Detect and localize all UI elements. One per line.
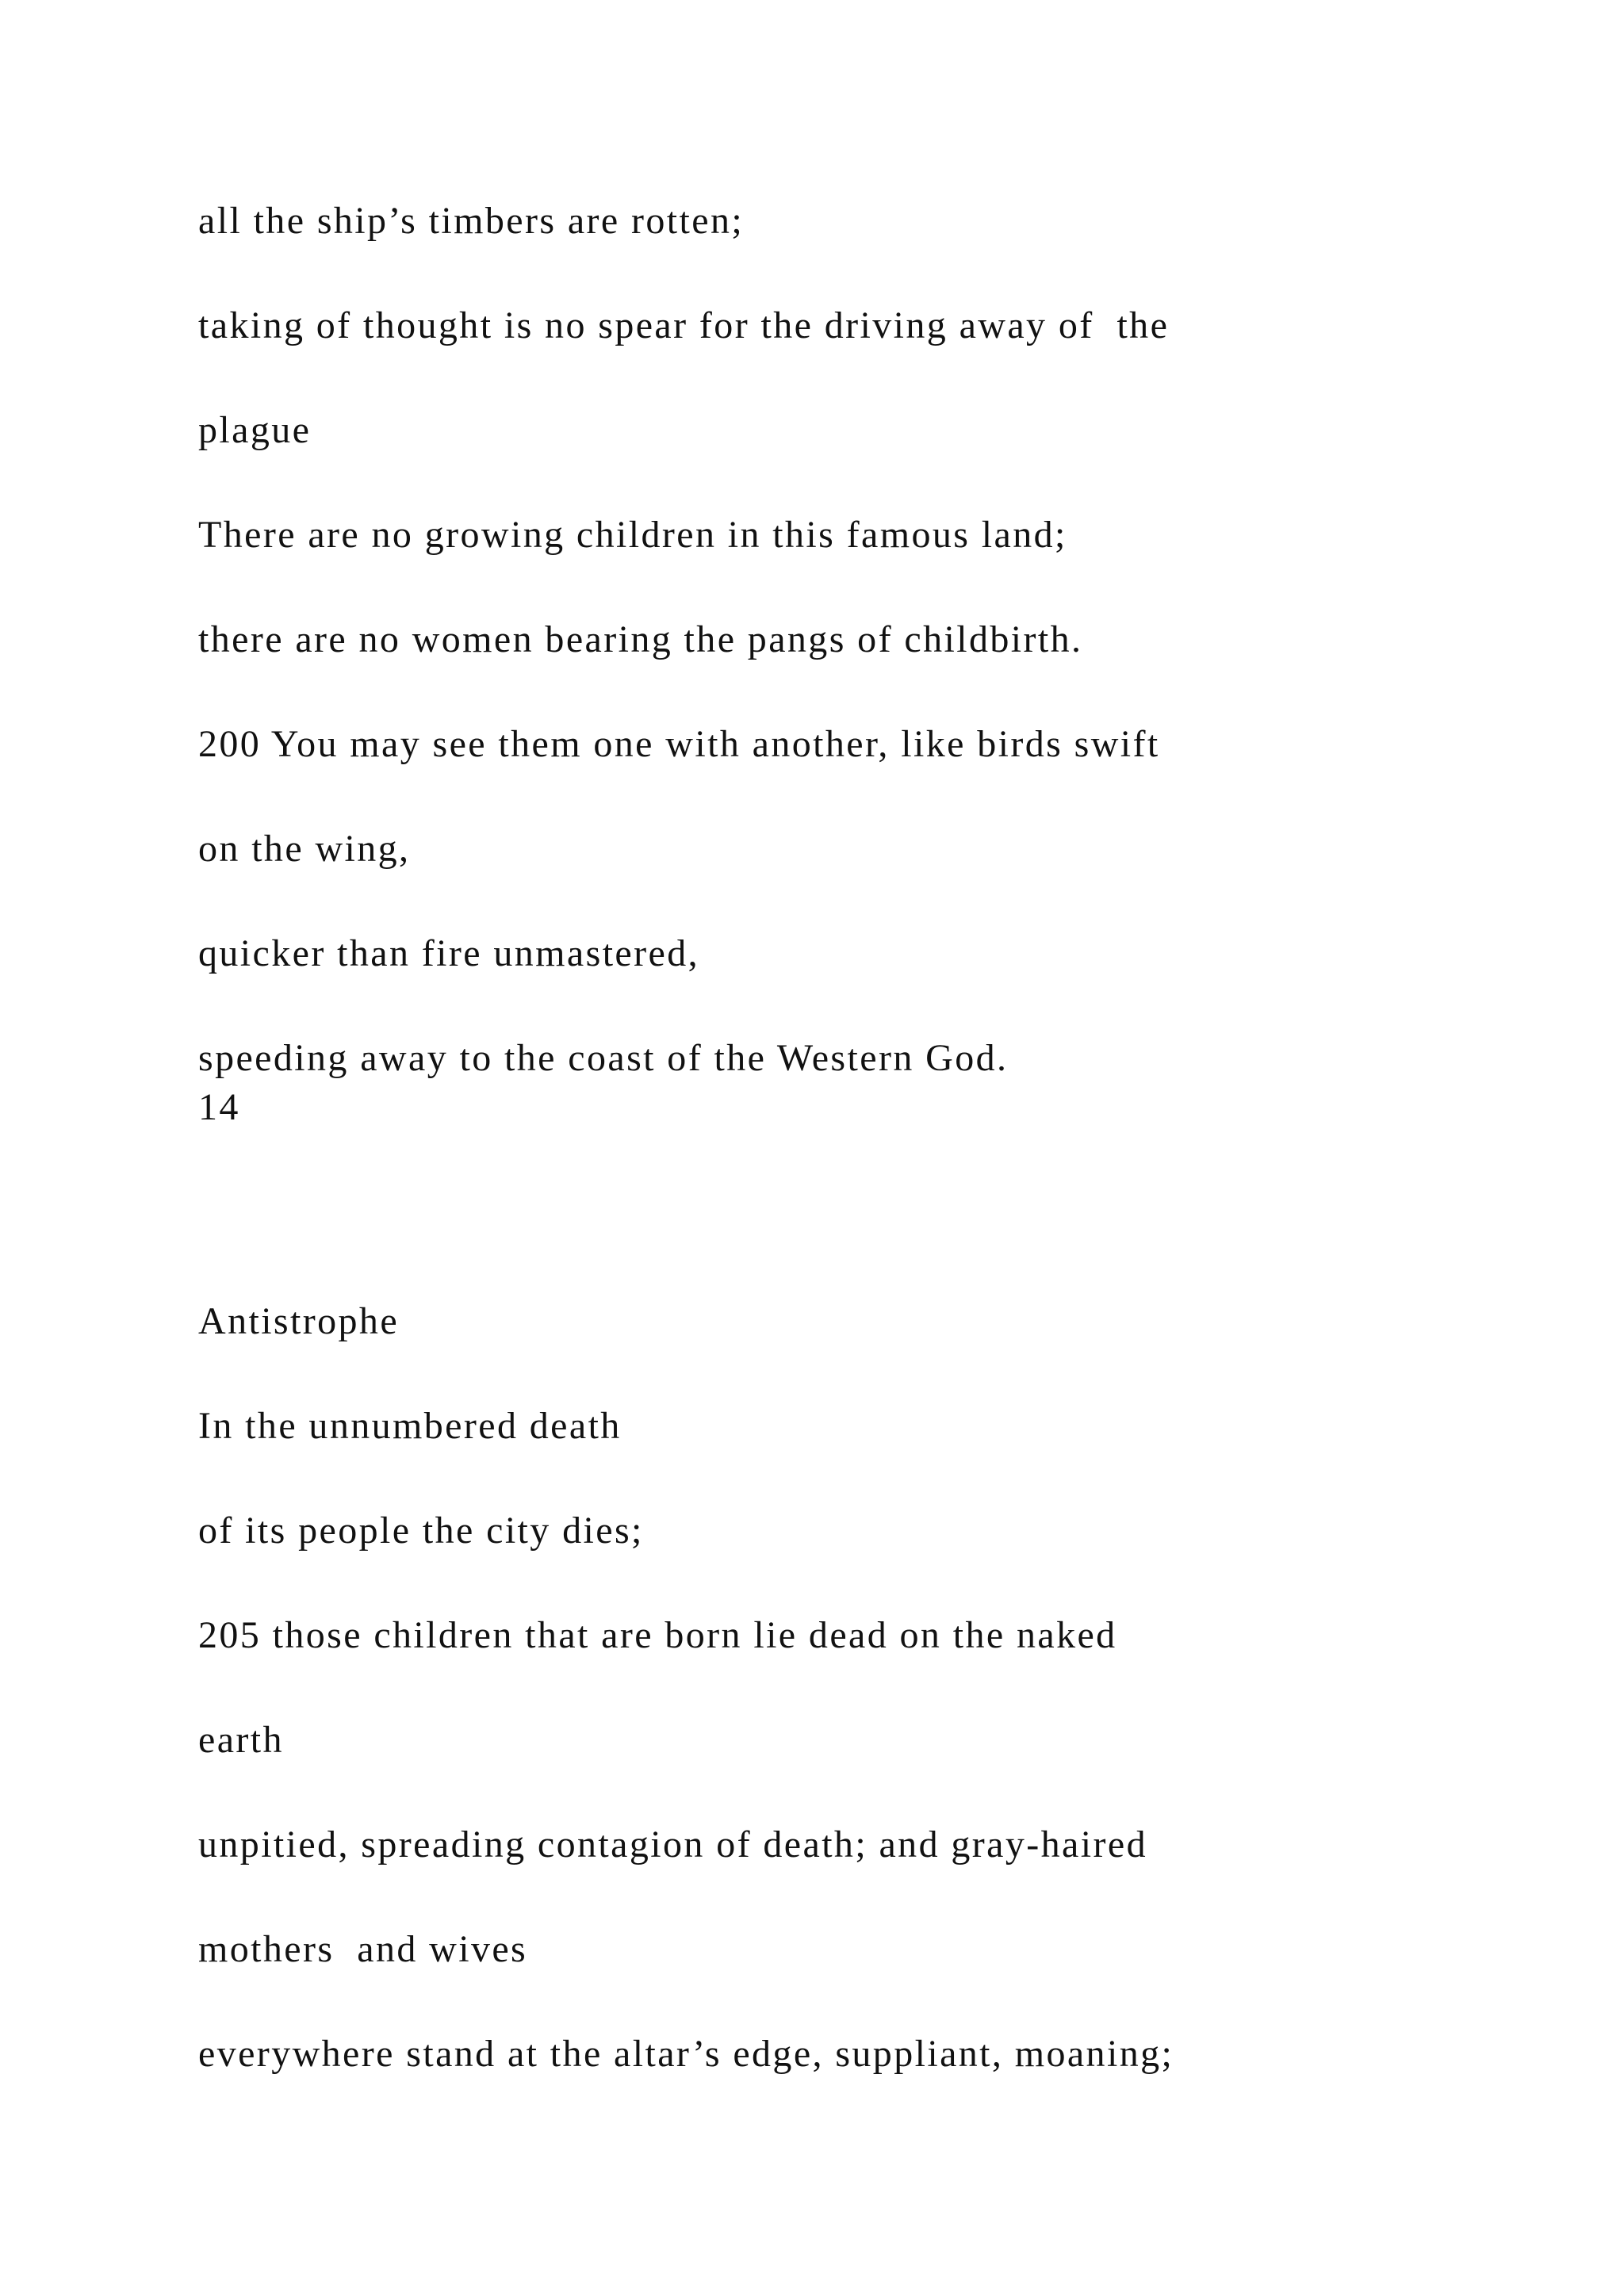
verse-line: everywhere stand at the altar’s edge, suppliant, moaning; bbox=[198, 2033, 1174, 2075]
verse-line: In the unnumbered death bbox=[198, 1405, 622, 1447]
verse-line: speeding away to the coast of the Western God. bbox=[198, 1037, 1009, 1079]
verse-line: 200 You may see them one with another, like birds swift bbox=[198, 723, 1160, 765]
verse-line: There are no growing children in this famous land; bbox=[198, 514, 1067, 556]
verse-line: mothers and wives bbox=[198, 1928, 528, 1970]
verse-line: 205 those children that are born lie dead on the naked bbox=[198, 1614, 1117, 1656]
verse-line: there are no women bearing the pangs of childbirth. bbox=[198, 618, 1083, 660]
page-number: 14 bbox=[198, 1086, 240, 1128]
section-heading: Antistrophe bbox=[198, 1300, 400, 1342]
verse-line: taking of thought is no spear for the driving away of the bbox=[198, 304, 1170, 346]
verse-line: plague bbox=[198, 409, 312, 451]
verse-line: on the wing, bbox=[198, 828, 411, 870]
verse-line: unpitied, spreading contagion of death; and gray-haired bbox=[198, 1823, 1147, 1866]
verse-line: quicker than fire unmastered, bbox=[198, 932, 700, 974]
verse-line: earth bbox=[198, 1719, 284, 1761]
verse-line: of its people the city dies; bbox=[198, 1510, 644, 1552]
verse-line: all the ship’s timbers are rotten; bbox=[198, 200, 745, 242]
